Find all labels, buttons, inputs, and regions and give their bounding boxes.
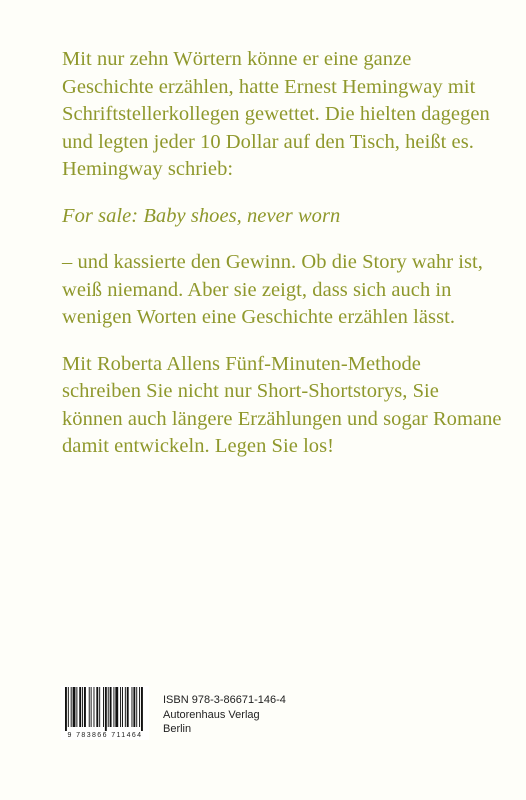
barcode-bar — [68, 687, 69, 727]
barcode-bar — [115, 687, 118, 727]
barcode-bar — [141, 687, 143, 731]
barcode-bar — [108, 687, 109, 727]
barcode-bar — [133, 687, 135, 727]
publisher-name: Autorenhaus Verlag — [163, 708, 260, 721]
barcode-bar — [132, 687, 133, 727]
blurb-paragraph-story: – und kassierte den Gewinn. Ob die Story wahr ist, weiß niemand. Aber sie zeigt, dass sich auch in wenigen Worten eine Geschichte erzählen lässt. — [62, 251, 483, 328]
blurb-paragraph-method: Mit Roberta Allens Fünf-Minuten-Methode schreiben Sie nicht nur Short-Shortstorys, Sie können auch längere Erzählungen und sogar Romane damit entwickeln. Legen Sie los! — [62, 352, 502, 457]
barcode-bar — [125, 687, 126, 727]
barcode-bar — [139, 687, 140, 727]
barcode-digits: 9 783866 711464 — [67, 732, 143, 739]
barcode-bar — [71, 687, 72, 727]
barcode-bar — [73, 687, 76, 727]
barcode-bars — [61, 686, 149, 732]
isbn-barcode — [61, 686, 149, 740]
blurb-paragraph-intro: Mit nur zehn Wörtern könne er eine ganze Geschichte erzählen, hatte Ernest Hemingway mit Schriftstellerkollegen gewettet. Die hielten dagegen und legten jeder 10 Dollar auf den Tisch, heißt es. Hemingway schrieb: — [62, 48, 490, 180]
barcode-bar — [99, 687, 100, 727]
barcode-bar — [96, 687, 98, 727]
hemingway-quote: For sale: Baby shoes, never worn — [62, 204, 341, 227]
barcode-bar — [84, 687, 86, 727]
barcode-bar — [113, 687, 114, 727]
isbn-number: ISBN 978-3-86671-146-4 — [163, 694, 286, 706]
barcode-bar — [94, 687, 95, 727]
barcode-bar — [105, 687, 107, 731]
barcode-bar — [110, 687, 112, 727]
barcode-bar — [127, 687, 129, 727]
publisher-city: Berlin — [163, 723, 192, 735]
barcode-bar — [65, 687, 67, 731]
barcode-bar — [136, 687, 137, 727]
imprint-block — [163, 693, 286, 737]
barcode-bar — [76, 687, 77, 727]
barcode-bar — [103, 687, 104, 727]
back-cover-blurb — [62, 46, 502, 480]
barcode-bar — [91, 687, 92, 727]
barcode-bar — [120, 687, 121, 727]
barcode-bar — [122, 687, 123, 727]
barcode-bar — [89, 687, 90, 727]
barcode-bar — [82, 687, 83, 727]
barcode-bar — [79, 687, 81, 727]
